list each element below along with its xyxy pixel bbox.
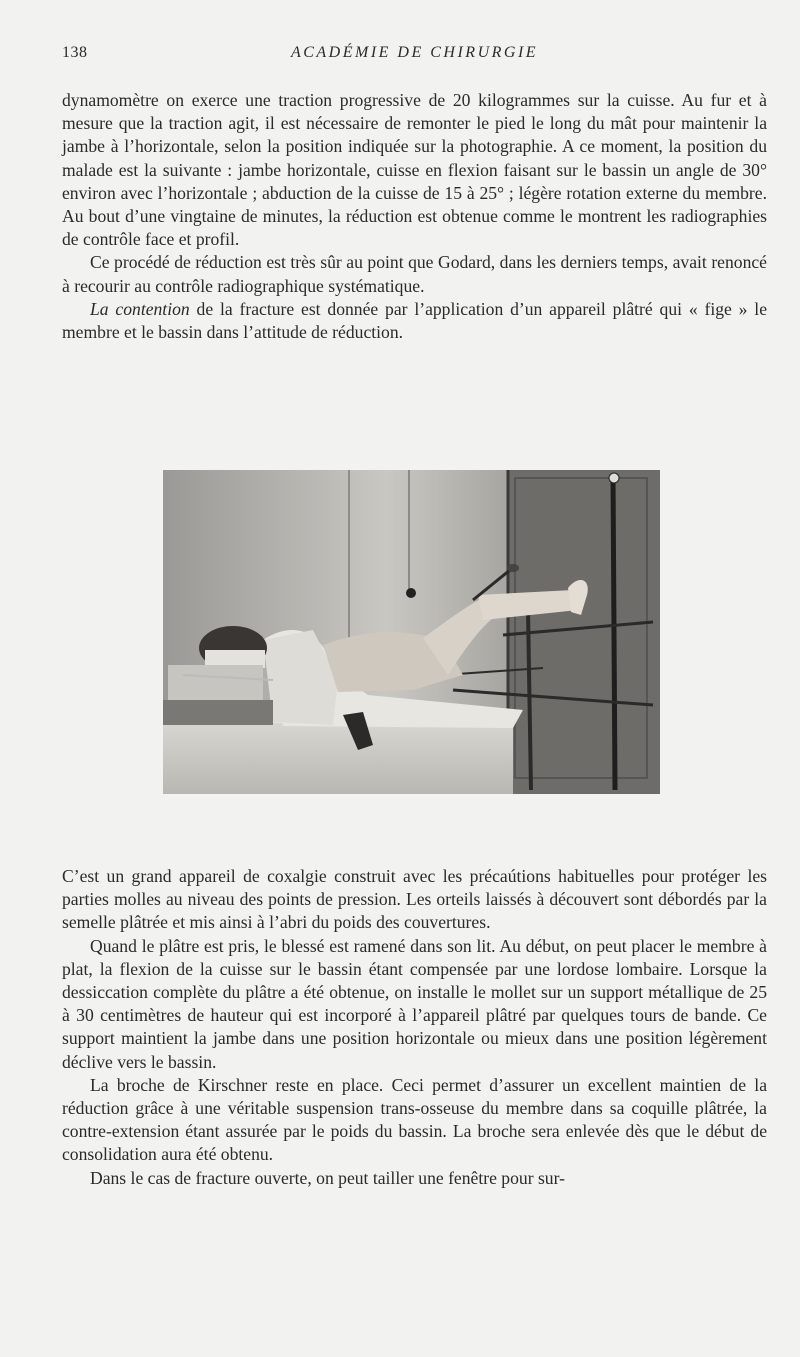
running-title: ACADÉMIE DE CHIRURGIE [290, 44, 539, 61]
body-text-bottom [62, 865, 767, 1190]
traction-photograph [163, 470, 660, 794]
page-number: 138 [62, 44, 88, 61]
body-text-top [62, 89, 767, 344]
paragraph-kirschner-wire: La broche de Kirschner reste en place. Ceci permet d’assurer un excellent maintien de la réduction grâce à une véritable suspension trans-osseuse du membre dans sa coquille plâtrée, la contre-extension étant assurée par le poids du bassin. La broche sera enlevée dès que le début de consolidation aura été obtenu. [62, 1074, 767, 1165]
paragraph-contention: La contention de la fracture est donnée par l’application d’un appareil plâtré qui « fige » le membre et le bassin dans l’attitude de réduction. [62, 298, 767, 343]
paragraph-traction: dynamomètre on exerce une traction progressive de 20 kilogrammes sur la cuisse. Au fur et à mesure que la traction agit, il est nécessaire de remonter le pied le long du mât pour maintenir la jambe à l’horizontale, selon la position indiquée sur la photographie. A ce moment, la position du malade est la suivante : jambe horizontale, cuisse en flexion faisant sur le bassin un angle de 30° environ avec l’horizontale ; abduction de la cuisse de 15 à 25° ; légère rotation externe du membre. Au bout d’une vingtaine de minutes, la réduction est obtenue comme le montrent les radiographies de contrôle face et profil. [62, 90, 767, 250]
paragraph-radiographic-control: Ce procédé de réduction est très sûr au point que Godard, dans les derniers temps, avait renoncé à recourir au contrôle radiographique systématique. [62, 252, 767, 296]
italic-lead: La contention [90, 298, 190, 319]
page-header [62, 44, 767, 70]
paragraph-coxalgia-apparatus: C’est un grand appareil de coxalgie construit avec les précaútions habituelles pour protéger les parties molles au niveau des points de pression. Les orteils laissés à découvert sont débordés par la semelle plâtrée et mis ainsi à l’abri du poids des couvertures. [62, 866, 767, 933]
paragraph-open-fracture: Dans le cas de fracture ouverte, on peut tailler une fenêtre pour sur- [90, 1167, 565, 1188]
paragraph-plaster-set: Quand le plâtre est pris, le blessé est ramené dans son lit. Au début, on peut placer le membre à plat, la flexion de la cuisse sur le bassin étant compensée par une lordose lombaire. Lorsque la dessiccation complète du plâtre a été obtenue, on installe le mollet sur un support métallique de 25 à 30 centimètres de hauteur qui est incorporé à l’appareil plâtré par quelques tours de bande. Ce support maintient la jambe dans une position horizontale ou mieux dans une position légèrement déclive vers le bassin. [62, 935, 767, 1072]
